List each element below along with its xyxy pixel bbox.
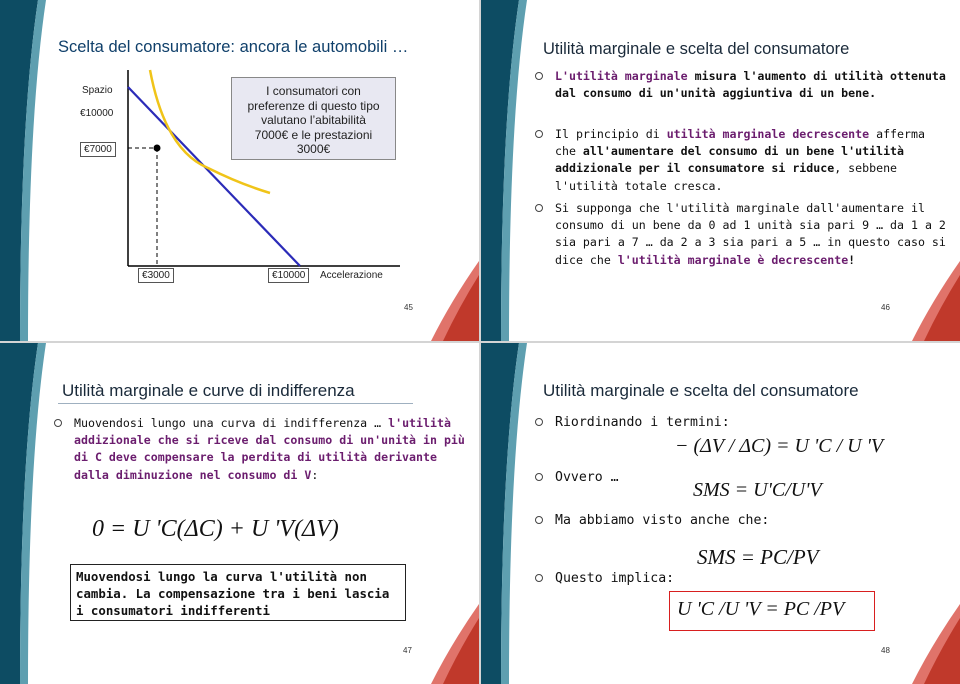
page-number: 47 (403, 646, 412, 655)
bullet-icon (535, 204, 543, 212)
bullet-decreasing-principle: Il principio di utilità marginale decrescente afferma che all'aumentare del consumo di un bene l'utilità addizionale per il consumatore si riduce, sebbene l'utilità totale cresca. (537, 126, 946, 195)
bullet-icon (535, 130, 543, 138)
slide-title: Utilità marginale e scelta del consumatore (543, 40, 850, 58)
corner-decoration (421, 261, 479, 341)
bullet-icon (535, 574, 543, 582)
bullet-seen: Ma abbiamo visto anche che: (537, 512, 946, 529)
equation-reordered: − (ΔV / ΔC) = U 'C / U 'V (675, 435, 884, 457)
slide-title: Utilità marginale e curve di indifferenza (62, 381, 355, 400)
corner-decoration (902, 604, 960, 684)
equation-sms-utility: SMS = U'C/U'V (693, 479, 822, 501)
bullet-icon (535, 516, 543, 524)
x-tick-10000: €10000 (268, 268, 309, 283)
corner-decoration (902, 261, 960, 341)
bullet-icon (535, 418, 543, 426)
slide-title: Scelta del consumatore: ancora le automobili … (58, 38, 409, 56)
optimum-point (154, 145, 161, 152)
utility-equation: 0 = U 'C(ΔC) + U 'V(ΔV) (92, 516, 339, 542)
bullet-example: Si supponga che l'utilità marginale dall'aumentare il consumo di un bene da 0 ad 1 unità sia pari 9 … da 1 a 2 sia pari a 7 … da 2 a 3 sia pari a 5 … in questo caso si dice che l'utilità marginale è decrescente! (537, 200, 946, 269)
bullet-icon (54, 419, 62, 427)
bullet-compensation: Muovendosi lungo una curva di indifferenza … l'utilità addizionale che si riceve dal consumo di un'unità in più di C deve compensare la perdita di utilità derivante dalla diminuzione nel consumo di V: (56, 415, 465, 484)
y-axis-label: Spazio (82, 85, 113, 96)
slide-title: Utilità marginale e scelta del consumatore (543, 381, 859, 400)
bullet-implies: Questo implica: (537, 570, 946, 587)
bullet-marginal-utility: L'utilità marginale misura l'aumento di utilità ottenuta dal consumo di un'unità aggiuntiva di un bene. (537, 68, 946, 102)
title-underline (58, 403, 413, 404)
explanation-box: I consumatori con preferenze di questo tipo valutano l’abitabilità 7000€ e le prestazioni 3000€ (231, 77, 396, 160)
conclusion-box: Muovendosi lungo la curva l'utilità non cambia. La compensazione tra i beni lascia i consumatori indifferenti (70, 564, 406, 621)
page-number: 45 (404, 303, 413, 312)
page-number: 48 (881, 646, 890, 655)
bullet-icon (535, 473, 543, 481)
x-axis-label: Accelerazione (320, 270, 383, 281)
slide-accent-bar (481, 343, 529, 684)
equation-conclusion: U 'C /U 'V = PC /PV (677, 598, 845, 620)
bullet-reorder: Riordinando i termini: (537, 414, 946, 431)
slide-47 (0, 343, 479, 684)
slide-46 (481, 0, 960, 341)
y-tick-7000: €7000 (80, 142, 116, 157)
y-tick-10000: €10000 (80, 108, 114, 119)
slide-accent-bar (481, 0, 529, 341)
x-tick-3000: €3000 (138, 268, 174, 283)
bullet-or: Ovvero … (537, 469, 946, 486)
slide-45 (0, 0, 479, 341)
equation-sms-price: SMS = PC/PV (697, 545, 819, 569)
slide-48 (481, 343, 960, 684)
bullet-icon (535, 72, 543, 80)
corner-decoration (421, 604, 479, 684)
slide-accent-bar (0, 343, 48, 684)
page-number: 46 (881, 303, 890, 312)
